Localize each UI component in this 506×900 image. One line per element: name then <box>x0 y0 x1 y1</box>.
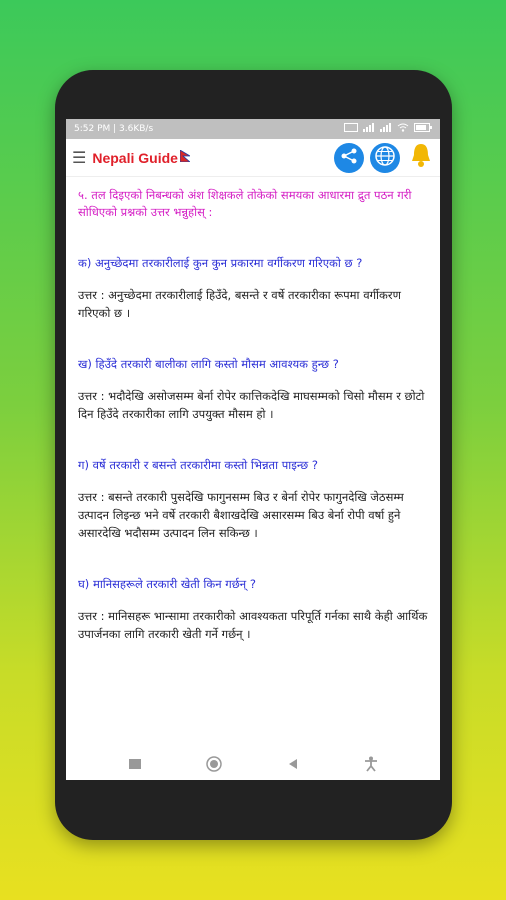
phone-screen <box>66 119 440 780</box>
menu-icon[interactable]: ☰ <box>72 147 87 167</box>
app-title: Nepali Guide <box>92 149 178 166</box>
question-gha: घ) मानिसहरूले तरकारी खेती किन गर्छन् ? <box>78 577 256 591</box>
battery-icon <box>414 123 432 135</box>
home-icon[interactable] <box>206 756 222 775</box>
globe-button[interactable] <box>370 143 400 173</box>
article-content <box>66 177 440 643</box>
wifi-icon <box>397 123 409 135</box>
answer-ga: उत्तर : बसन्ते तरकारी पुसदेखि फागुनसम्म बिउ र बेर्ना रोपेर फागुनदेखि जेठसम्म उत्पादन लिइन्छ भने वर्षे तरकारी बैशाखदेखि असारसम्म बिउ बेर्ना रोपी वर्षा हुने असारदेखि भदौसम्म उत्पादन लिन सकिन्छ । <box>78 490 404 540</box>
status-icons <box>344 123 432 135</box>
nepal-flag-icon <box>180 150 190 165</box>
answer-kha: उत्तर : भदौदेखि असोजसम्म बेर्ना रोपेर कात्तिकदेखि माघसम्मको चिसो मौसम र छोटो दिन हिउँदे तरकारीका लागि उपयुक्त मौसम हो । <box>78 389 425 421</box>
back-icon[interactable] <box>287 758 299 773</box>
share-icon <box>340 147 358 169</box>
question-kha: ख) हिउँदे तरकारी बालीका लागि कस्तो मौसम आवश्यक हुन्छ ? <box>78 357 339 371</box>
recent-apps-icon[interactable] <box>129 758 141 772</box>
question-ga: ग) वर्षे तरकारी र बसन्ते तरकारीमा कस्तो भिन्नता पाइन्छ ? <box>78 458 318 472</box>
signal-icon <box>380 123 392 135</box>
share-button[interactable] <box>334 143 364 173</box>
bell-icon[interactable] <box>406 141 436 175</box>
intro-instruction: ५. तल दिइएको निबन्धको अंश शिक्षकले तोकेको समयका आधारमा द्रुत पठन गरी सोधिएको प्रश्नको उत्तर भन्नुहोस् : <box>78 188 412 219</box>
app-bar <box>66 139 440 177</box>
system-nav-bar <box>66 750 440 780</box>
app-bar-actions <box>334 141 436 175</box>
signal-icon <box>363 123 375 135</box>
vpn-icon <box>344 123 358 135</box>
status-bar <box>66 119 440 139</box>
globe-icon <box>374 145 396 171</box>
status-time-speed: 5:52 PM | 3.6KB/s <box>74 124 154 134</box>
question-ka: क) अनुच्छेदमा तरकारीलाई कुन कुन प्रकारमा वर्गीकरण गरिएको छ ? <box>78 256 363 270</box>
answer-ka: उत्तर : अनुच्छेदमा तरकारीलाई हिउँदे, बसन्ते र वर्षे तरकारीका रूपमा वर्गीकरण गरिएको छ । <box>78 288 401 320</box>
accessibility-icon[interactable] <box>364 756 378 775</box>
answer-gha: उत्तर : मानिसहरू भान्सामा तरकारीको आवश्यकता परिपूर्ति गर्नका साथै केही आर्थिक उपार्जनका लागि तरकारी खेती गर्ने गर्छन् । <box>78 609 428 641</box>
